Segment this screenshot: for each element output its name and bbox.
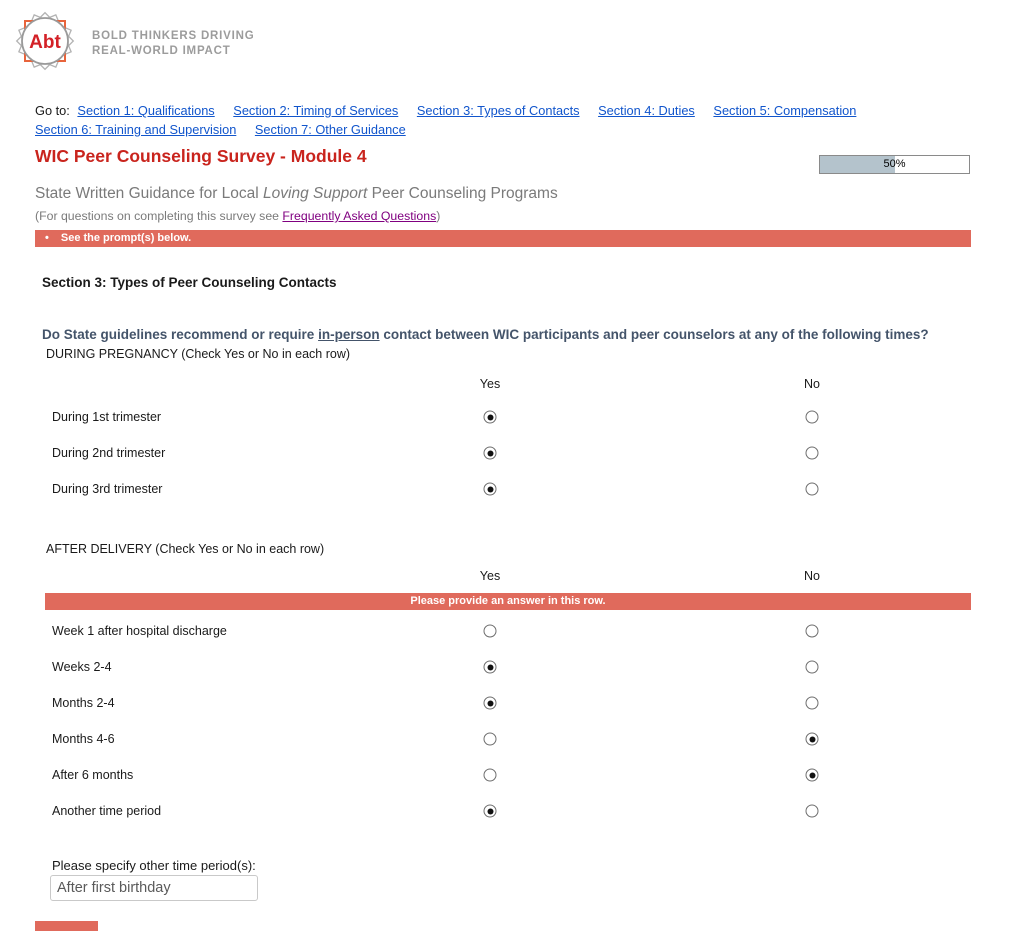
question-suffix: contact between WIC participants and peer counselors at any of the following times?: [379, 327, 929, 342]
faq-prefix: (For questions on completing this survey see: [35, 209, 283, 223]
radio-no[interactable]: [806, 733, 819, 746]
row-label: Months 2-4: [52, 696, 115, 710]
delivery-rows: [35, 613, 971, 829]
progress-bar: [819, 155, 970, 174]
table-row: [35, 471, 971, 507]
column-header-no: No: [804, 377, 820, 391]
table-row: [35, 649, 971, 685]
nav-link-section-4[interactable]: Section 4: Duties: [598, 103, 695, 118]
radio-yes[interactable]: [484, 769, 497, 782]
nav-line-2: [35, 120, 871, 139]
column-header-no: No: [804, 569, 820, 583]
prompt-alert-banner: [35, 230, 971, 247]
row-label: Months 4-6: [52, 732, 115, 746]
question-text: [42, 327, 982, 342]
tagline-line-2: REAL-WORLD IMPACT: [92, 45, 231, 57]
row-label: During 1st trimester: [52, 410, 162, 424]
pregnancy-rows: [35, 399, 971, 507]
row-label: Another time period: [52, 804, 162, 818]
page-title: WIC Peer Counseling Survey - Module 4: [35, 146, 367, 166]
progress-percent-label: 50%: [883, 158, 906, 170]
subtitle-prefix: State Written Guidance for Local: [35, 185, 264, 202]
nav-link-section-7[interactable]: Section 7: Other Guidance: [254, 122, 406, 137]
radio-no[interactable]: [806, 697, 819, 710]
subtitle-suffix: Peer Counseling Programs: [367, 185, 558, 202]
question-underlined-term: in-person: [318, 327, 380, 342]
nav-link-section-2[interactable]: Section 2: Timing of Services: [233, 103, 399, 118]
column-header-yes: Yes: [479, 377, 501, 391]
question-prefix: Do State guidelines recommend or require: [42, 327, 319, 342]
pregnancy-table-caption: DURING PREGNANCY (Check Yes or No in each row): [46, 347, 351, 361]
bottom-cutoff-alert-banner: [35, 921, 98, 931]
radio-yes[interactable]: [484, 625, 497, 638]
abt-logo-starburst-icon: [12, 8, 78, 74]
survey-subtitle: [35, 185, 558, 203]
radio-no[interactable]: [806, 447, 819, 460]
section-heading: Section 3: Types of Peer Counseling Contacts: [42, 275, 337, 290]
logo-tagline: [92, 29, 254, 59]
nav-prefix: Go to:: [35, 103, 70, 118]
radio-yes[interactable]: [484, 697, 497, 710]
abt-logo: [12, 8, 78, 74]
radio-yes[interactable]: [484, 411, 497, 424]
row-label: Week 1 after hospital discharge: [52, 624, 227, 638]
subtitle-italic: Loving Support: [263, 185, 368, 202]
column-header-yes: Yes: [479, 569, 501, 583]
row-label: Weeks 2-4: [52, 660, 112, 674]
pregnancy-answer-table: [35, 377, 971, 507]
table-row: [35, 721, 971, 757]
radio-no[interactable]: [806, 769, 819, 782]
table-row: [35, 435, 971, 471]
prompt-alert-text: See the prompt(s) below.: [60, 232, 192, 244]
svg-text:Abt: Abt: [29, 32, 61, 53]
radio-no[interactable]: [806, 483, 819, 496]
radio-yes[interactable]: [484, 661, 497, 674]
radio-no[interactable]: [806, 411, 819, 424]
nav-link-section-5[interactable]: Section 5: Compensation: [713, 103, 857, 118]
other-time-period-input[interactable]: [50, 875, 258, 901]
faq-line: [35, 209, 440, 223]
nav-link-section-6[interactable]: Section 6: Training and Supervision: [35, 122, 237, 137]
row-label: During 2nd trimester: [52, 446, 166, 460]
radio-no[interactable]: [806, 661, 819, 674]
other-time-period-label: Please specify other time period(s):: [52, 858, 256, 873]
radio-yes[interactable]: [484, 483, 497, 496]
nav-line-1: [35, 101, 871, 120]
radio-no[interactable]: [806, 805, 819, 818]
row-alert-banner: Please provide an answer in this row.: [45, 593, 971, 610]
section-nav: [35, 101, 871, 139]
radio-yes[interactable]: [484, 447, 497, 460]
nav-link-section-3[interactable]: Section 3: Types of Contacts: [416, 103, 580, 118]
table-row: [35, 685, 971, 721]
table-row: [35, 793, 971, 829]
radio-yes[interactable]: [484, 733, 497, 746]
radio-no[interactable]: [806, 625, 819, 638]
faq-suffix: ): [436, 209, 441, 223]
table-row: [35, 613, 971, 649]
table-row: [35, 399, 971, 435]
delivery-table-caption: AFTER DELIVERY (Check Yes or No in each row): [46, 542, 325, 556]
nav-link-section-1[interactable]: Section 1: Qualifications: [77, 103, 215, 118]
delivery-answer-table: [35, 569, 971, 829]
radio-yes[interactable]: [484, 805, 497, 818]
table-row: [35, 757, 971, 793]
faq-link[interactable]: Frequently Asked Questions: [282, 209, 437, 223]
row-label: After 6 months: [52, 768, 134, 782]
row-label: During 3rd trimester: [52, 482, 163, 496]
tagline-line-1: BOLD THINKERS DRIVING: [92, 30, 255, 42]
